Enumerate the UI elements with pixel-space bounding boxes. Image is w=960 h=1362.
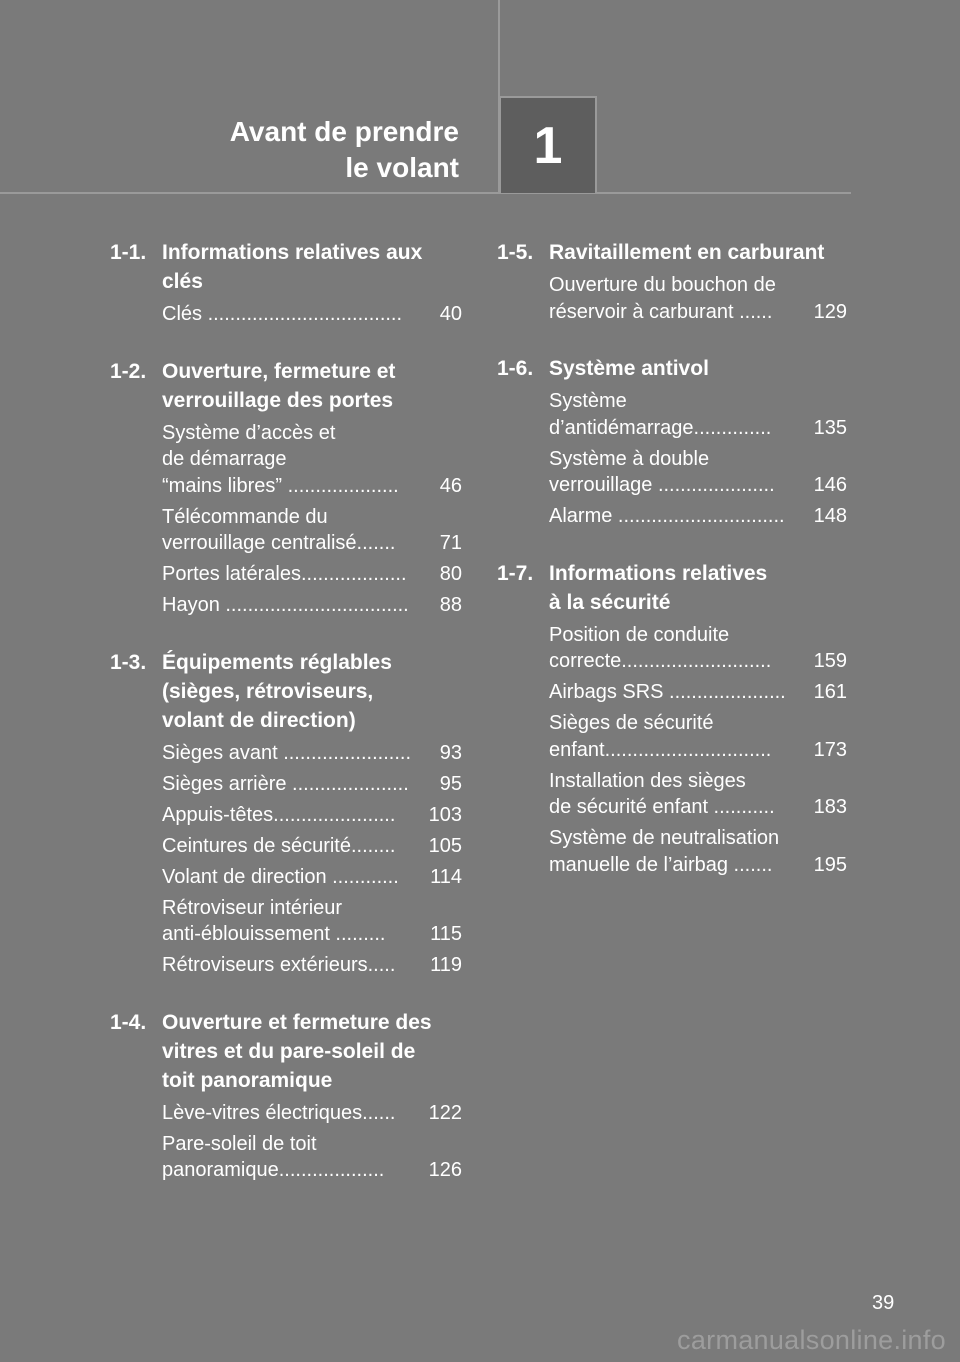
toc-entry-line: Alarme .............................. bbox=[549, 505, 785, 527]
toc-entry-line: Lève-vitres électriques...... bbox=[162, 1101, 396, 1124]
toc-entry-line: correcte........................... bbox=[549, 650, 772, 672]
toc-entry-text bbox=[162, 864, 424, 891]
toc-entry-line: verrouillage ..................... bbox=[549, 474, 775, 496]
toc-right-column bbox=[497, 238, 847, 907]
section-number: 1-7. bbox=[497, 561, 534, 585]
toc-entry-line: Appuis-têtes...................... bbox=[162, 803, 396, 826]
toc-entry-line: Sièges de sécurité bbox=[549, 712, 714, 734]
section-heading bbox=[497, 238, 847, 267]
toc-entry-line: Sièges avant ....................... bbox=[162, 741, 411, 764]
toc-entry-page: 148 bbox=[813, 505, 847, 527]
toc-entry-line: enfant.............................. bbox=[549, 738, 772, 761]
toc-entry-page: 71 bbox=[439, 532, 462, 554]
toc-left-column bbox=[110, 238, 462, 1213]
toc-entry-page: 114 bbox=[430, 865, 462, 888]
section-title-line: Informations relatives aux bbox=[162, 241, 423, 264]
toc-entry-text bbox=[549, 710, 808, 763]
toc-entry-line: Ceintures de sécurité........ bbox=[162, 834, 396, 857]
toc-entry[interactable] bbox=[162, 561, 462, 588]
toc-entry-page: 129 bbox=[813, 300, 847, 323]
toc-entry[interactable] bbox=[162, 771, 462, 798]
toc-entry-page: 183 bbox=[813, 796, 847, 818]
toc-entry-page: 135 bbox=[813, 416, 847, 439]
toc-entry-line: Hayon ................................. bbox=[162, 594, 409, 616]
toc-entry-text bbox=[162, 771, 434, 798]
toc-entry-line: Rétroviseur intérieur bbox=[162, 896, 343, 919]
toc-entry-page: 115 bbox=[430, 923, 462, 945]
toc-entry-page: 95 bbox=[439, 772, 462, 795]
toc-entry-text bbox=[162, 592, 434, 619]
toc-entry-line: Rétroviseurs extérieurs..... bbox=[162, 954, 396, 976]
toc-section bbox=[497, 238, 847, 325]
toc-entry-text bbox=[549, 622, 808, 675]
section-heading bbox=[110, 238, 462, 296]
toc-entry-text bbox=[162, 420, 434, 500]
toc-entry-line: Airbags SRS ..................... bbox=[549, 681, 786, 703]
toc-entry[interactable] bbox=[162, 1131, 462, 1184]
toc-entry[interactable] bbox=[162, 833, 462, 860]
toc-entry-line: Ouverture du bouchon de bbox=[549, 274, 776, 296]
toc-entry-line: verrouillage centralisé....... bbox=[162, 532, 396, 554]
toc-entry-text bbox=[549, 272, 808, 325]
toc-entry-text bbox=[162, 895, 424, 948]
section-number: 1-4. bbox=[110, 1010, 147, 1034]
toc-entry[interactable] bbox=[549, 388, 847, 441]
toc-entry[interactable] bbox=[162, 504, 462, 557]
toc-entry-line: “mains libres” .................... bbox=[162, 474, 399, 497]
toc-entry-page: 105 bbox=[428, 834, 462, 857]
section-title-line: à la sécurité bbox=[549, 590, 671, 614]
toc-entry-page: 122 bbox=[428, 1101, 462, 1124]
toc-entry-text bbox=[162, 952, 424, 979]
toc-entry-line: Système de neutralisation bbox=[549, 827, 780, 849]
toc-entry-page: 173 bbox=[813, 738, 847, 761]
toc-entry[interactable] bbox=[162, 592, 462, 619]
toc-entry-text bbox=[162, 561, 434, 588]
section-heading bbox=[110, 1008, 462, 1095]
section-title-line: Informations relatives bbox=[549, 561, 768, 585]
section-number: 1-1. bbox=[110, 241, 147, 264]
toc-entry[interactable] bbox=[162, 895, 462, 948]
toc-entry-line: Clés ................................... bbox=[162, 303, 403, 325]
toc-entry[interactable] bbox=[162, 864, 462, 891]
toc-entry-text bbox=[162, 740, 434, 767]
toc-entry[interactable] bbox=[162, 952, 462, 979]
toc-entry-page: 159 bbox=[813, 650, 847, 672]
section-title bbox=[549, 354, 847, 383]
toc-entry-line: Sièges arrière ..................... bbox=[162, 772, 409, 795]
watermark: carmanualsonline.info bbox=[677, 1325, 946, 1355]
toc-entry[interactable] bbox=[549, 503, 847, 530]
chapter-title-line-2: le volant bbox=[345, 152, 459, 183]
section-number: 1-5. bbox=[497, 241, 534, 264]
section-title bbox=[549, 559, 847, 617]
toc-entry-line: réservoir à carburant ...... bbox=[549, 300, 773, 323]
toc-entry-text bbox=[162, 301, 434, 328]
toc-entry-text bbox=[549, 768, 808, 821]
toc-entry-page: 88 bbox=[439, 594, 462, 616]
section-title bbox=[162, 238, 462, 296]
section-title-line: (sièges, rétroviseurs, bbox=[162, 679, 374, 703]
header-horizontal-rule bbox=[0, 192, 851, 194]
section-heading bbox=[497, 354, 847, 383]
toc-entry-line: panoramique................... bbox=[162, 1159, 385, 1181]
section-title bbox=[162, 1008, 462, 1095]
section-title-line: Équipements réglables bbox=[162, 650, 392, 674]
toc-entry[interactable] bbox=[162, 301, 462, 328]
toc-entry-page: 146 bbox=[813, 474, 847, 496]
chapter-number-tab bbox=[499, 96, 597, 193]
toc-entry[interactable] bbox=[162, 740, 462, 767]
section-number: 1-3. bbox=[110, 650, 147, 674]
section-title-line: clés bbox=[162, 270, 203, 293]
toc-entry-line: de sécurité enfant ........... bbox=[549, 796, 775, 818]
toc-entry[interactable] bbox=[162, 802, 462, 829]
section-number: 1-6. bbox=[497, 357, 534, 380]
toc-entry-line: Pare-soleil de toit bbox=[162, 1132, 317, 1155]
toc-section bbox=[110, 357, 462, 619]
section-title bbox=[162, 648, 462, 735]
section-heading bbox=[497, 559, 847, 617]
toc-entry-page: 40 bbox=[439, 303, 462, 325]
toc-entry[interactable] bbox=[549, 768, 847, 821]
toc-entry[interactable] bbox=[549, 622, 847, 675]
toc-entry[interactable] bbox=[549, 825, 847, 878]
toc-entry-page: 103 bbox=[428, 803, 462, 826]
toc-entry-line: Volant de direction ............ bbox=[162, 865, 399, 888]
section-number: 1-2. bbox=[110, 359, 147, 383]
toc-entry-page: 126 bbox=[428, 1159, 462, 1181]
toc-entry-text bbox=[549, 503, 808, 530]
section-heading bbox=[110, 357, 462, 415]
section-title-line: Ouverture, fermeture et bbox=[162, 359, 396, 383]
toc-entry-text bbox=[549, 825, 808, 878]
toc-entry-text bbox=[549, 446, 808, 499]
toc-entry[interactable] bbox=[549, 446, 847, 499]
section-title-line: vitres et du pare-soleil de bbox=[162, 1039, 416, 1063]
toc-entry-line: Système d’accès et bbox=[162, 421, 336, 444]
section-title bbox=[162, 357, 462, 415]
chapter-title bbox=[230, 114, 459, 186]
toc-entry-line: Système bbox=[549, 390, 627, 412]
toc-entry-text bbox=[162, 802, 423, 829]
toc-entry-page: 93 bbox=[439, 741, 462, 764]
toc-section bbox=[110, 1008, 462, 1184]
toc-entry-line: d’antidémarrage.............. bbox=[549, 416, 772, 439]
section-title-line: Ouverture et fermeture des bbox=[162, 1010, 432, 1034]
toc-entry-line: Installation des sièges bbox=[549, 769, 746, 792]
section-title-line: Système antivol bbox=[549, 357, 709, 380]
page-number: 39 bbox=[872, 1292, 895, 1314]
toc-entry-page: 119 bbox=[430, 954, 462, 976]
toc-entry-text bbox=[162, 504, 434, 557]
toc-entry-line: Position de conduite bbox=[549, 623, 730, 646]
toc-entry[interactable] bbox=[162, 420, 462, 500]
toc-entry-line: Système à double bbox=[549, 447, 710, 470]
toc-entry-line: Portes latérales................... bbox=[162, 563, 407, 585]
toc-entry[interactable] bbox=[549, 272, 847, 325]
toc-entry-text bbox=[162, 833, 423, 860]
toc-entry-line: anti-éblouissement ......... bbox=[162, 923, 386, 945]
toc-entry-page: 46 bbox=[439, 474, 462, 497]
section-title-line: toit panoramique bbox=[162, 1068, 333, 1092]
toc-entry-page: 161 bbox=[813, 681, 847, 703]
chapter-number: 1 bbox=[533, 116, 563, 175]
toc-entry[interactable] bbox=[549, 679, 847, 706]
toc-entry-line: manuelle de l’airbag ....... bbox=[549, 853, 773, 876]
toc-entry-line: Télécommande du bbox=[162, 505, 328, 528]
toc-entry[interactable] bbox=[549, 710, 847, 763]
section-heading bbox=[110, 648, 462, 735]
toc-entry-page: 195 bbox=[813, 853, 847, 876]
toc-entry[interactable] bbox=[162, 1100, 462, 1127]
section-title bbox=[549, 238, 847, 267]
toc-entry-line: de démarrage bbox=[162, 448, 287, 470]
toc-entry-text bbox=[549, 388, 808, 441]
chapter-title-line-1: Avant de prendre bbox=[229, 116, 459, 147]
toc-section bbox=[497, 354, 847, 530]
toc-section bbox=[110, 648, 462, 979]
toc-entry-text bbox=[162, 1100, 423, 1127]
section-title-line: volant de direction) bbox=[162, 708, 356, 732]
section-title-line: Ravitaillement en carburant bbox=[549, 241, 825, 264]
toc-section bbox=[110, 238, 462, 328]
section-title-line: verrouillage des portes bbox=[162, 388, 394, 412]
toc-entry-text bbox=[549, 679, 808, 706]
toc-entry-text bbox=[162, 1131, 423, 1184]
toc-section bbox=[497, 559, 847, 879]
toc-entry-page: 80 bbox=[439, 563, 462, 585]
